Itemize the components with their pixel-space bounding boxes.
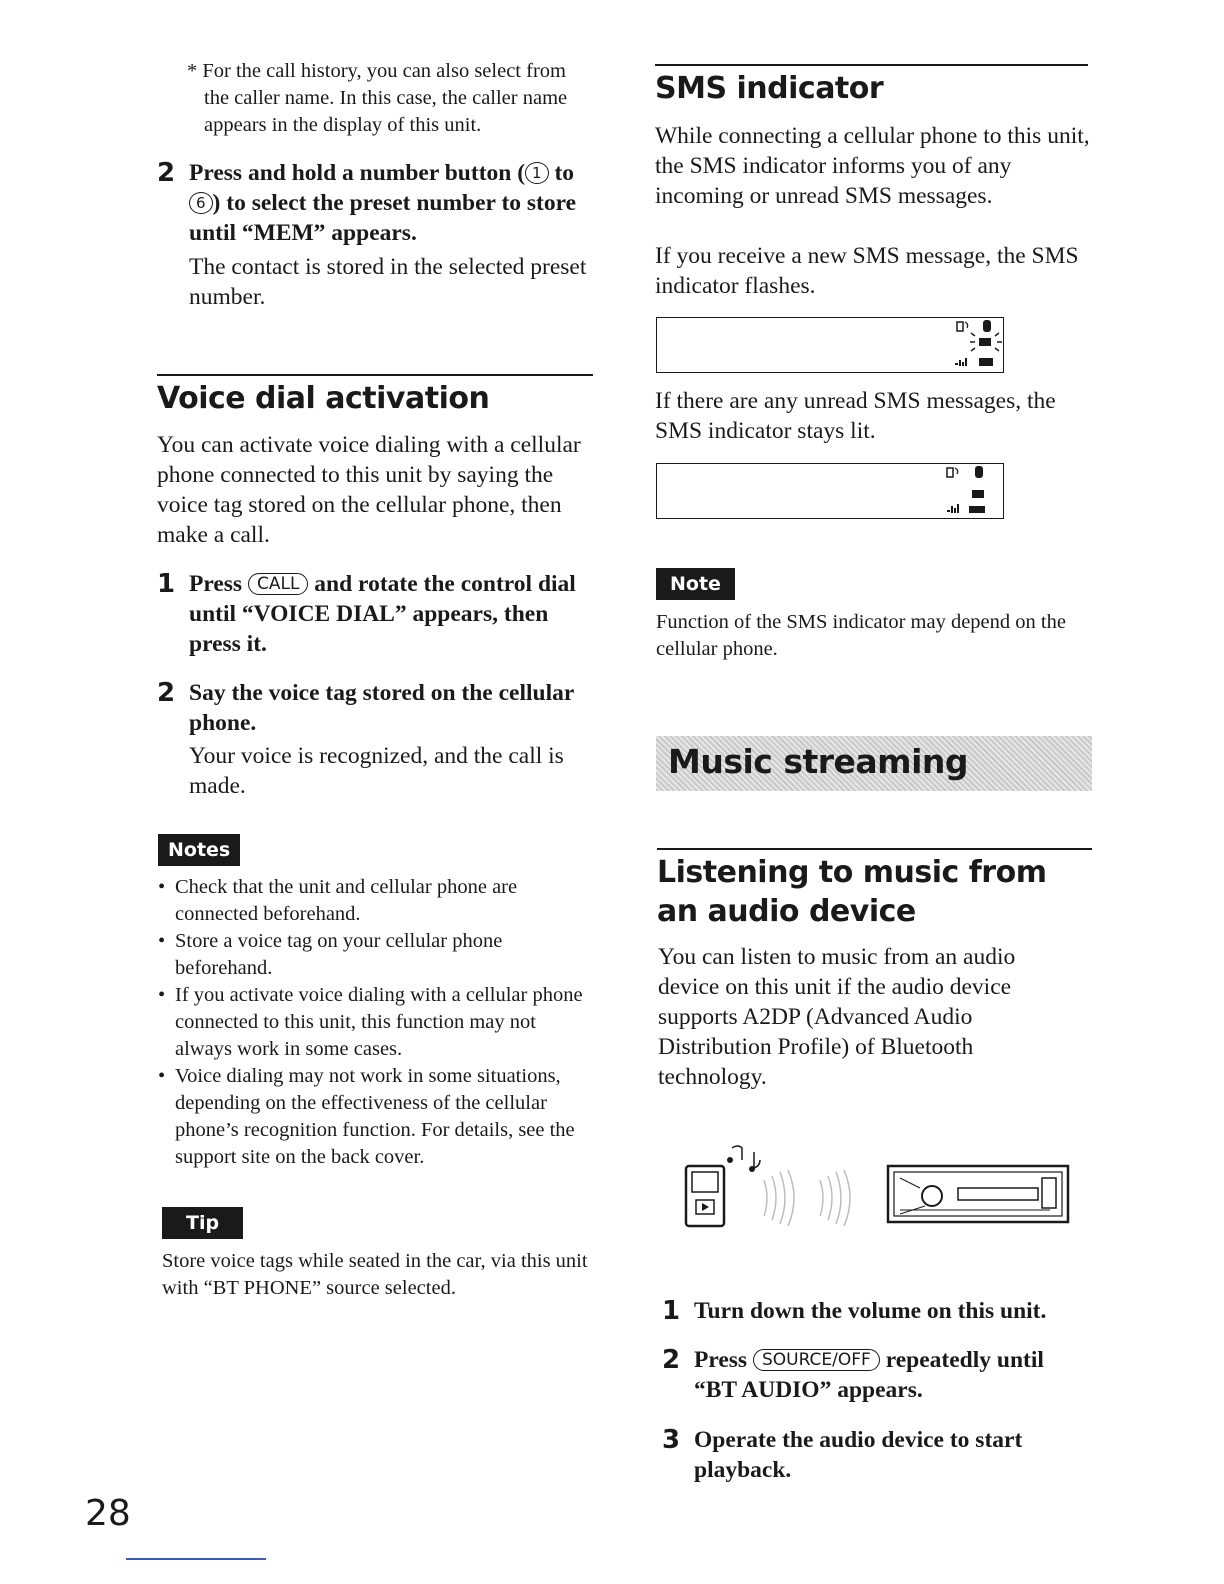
bluetooth-waves-icon <box>764 1170 850 1226</box>
note-block <box>656 568 1096 663</box>
sms-title: SMS indicator <box>655 71 884 106</box>
audio-device-illustration <box>680 1138 1080 1238</box>
step-body: Your voice is recognized, and the call is made. <box>189 743 564 799</box>
music-step-1 <box>662 1296 1092 1326</box>
list-item: • Voice dialing may not work in some situations, depending on the effectiveness of the cellular phone’s recognition function. For details, see the support site on the back cover. <box>158 1063 598 1171</box>
step-head-a: Press <box>694 1347 748 1373</box>
banner-title: Music streaming <box>668 742 968 781</box>
voice-dial-title: Voice dial activation <box>157 381 490 416</box>
step-heading <box>189 569 597 659</box>
step-head-b: repeatedly until “BT AUDIO” appears. <box>694 1347 1044 1403</box>
step-number: 2 <box>157 158 176 188</box>
voice-dial-intro: You can activate voice dialing with a cellular phone connected to this unit by saying the voice tag stored on the cellular phone, then make a call. <box>157 432 581 548</box>
step-body: The contact is stored in the selected preset number. <box>189 254 587 310</box>
sms-intro: While connecting a cellular phone to this unit, the SMS indicator informs you of any incoming or unread SMS messages. <box>655 123 1090 209</box>
notes-list <box>158 874 598 1171</box>
step-number: 1 <box>157 569 176 599</box>
tip-block <box>162 1207 592 1302</box>
tip-text: Store voice tags while seated in the car, via this unit with “BT PHONE” source selected. <box>162 1250 588 1299</box>
call-button-icon: CALL <box>248 573 308 595</box>
listen-title: Listening to music from an audio device <box>657 855 1047 929</box>
preset-head-c: ) to select the preset number to store until “MEM” appears. <box>189 190 577 246</box>
sms-flashing-indicator-icon <box>951 316 1011 376</box>
step-heading: Say the voice tag stored on the cellular phone. <box>189 680 574 736</box>
notes-badge: Notes <box>158 834 240 866</box>
music-step-3 <box>662 1425 1062 1485</box>
sms-lit-indicator-icon <box>945 464 1005 520</box>
sms-new-text: If you receive a new SMS message, the SMS indicator flashes. <box>655 243 1079 299</box>
music-step-2 <box>662 1345 1092 1405</box>
car-stereo-icon <box>888 1166 1068 1222</box>
list-item: • Store a voice tag on your cellular phone beforehand. <box>158 928 598 982</box>
step-head-a: Press <box>189 571 243 597</box>
step-head-b: and rotate the control dial until “VOICE DIAL” appears, then press it. <box>189 571 576 657</box>
preset-head-b: to <box>554 160 575 186</box>
step-number: 2 <box>662 1345 681 1375</box>
step-heading <box>694 1345 1092 1405</box>
step-number: 2 <box>157 678 176 708</box>
key-1-icon: 1 <box>525 162 549 184</box>
sms-unread-text: If there are any unread SMS messages, the SMS indicator stays lit. <box>655 388 1056 444</box>
step-heading: Operate the audio device to start playback. <box>694 1427 1023 1483</box>
footnote-text: * For the call history, you can also select from the caller name. In this case, the caller name appears in the display of this unit. <box>187 60 568 136</box>
step-heading: Turn down the volume on this unit. <box>694 1298 1047 1324</box>
footnote-block <box>187 58 592 139</box>
step-heading <box>189 158 587 248</box>
source-off-button-icon: SOURCE/OFF <box>753 1349 880 1371</box>
key-6-icon: 6 <box>189 192 213 214</box>
note-badge: Note <box>656 568 735 600</box>
music-note-icon <box>727 1146 760 1172</box>
list-item: • Check that the unit and cellular phone are connected beforehand. <box>158 874 598 928</box>
note-text: Function of the SMS indicator may depend on the cellular phone. <box>656 611 1066 660</box>
notes-block <box>158 834 598 1171</box>
list-item: • If you activate voice dialing with a cellular phone connected to this unit, this function may not always work in some cases. <box>158 982 598 1063</box>
voice-dial-rule <box>157 374 593 376</box>
audio-player-icon <box>686 1166 724 1226</box>
listen-rule <box>657 848 1092 850</box>
lcd-display-lit <box>656 463 1004 519</box>
voice-step-1 <box>157 569 597 659</box>
sms-rule <box>655 64 1088 66</box>
tip-badge: Tip <box>162 1207 243 1239</box>
listen-intro: You can listen to music from an audio device on this unit if the audio device supports A2DP (Advanced Audio Distribution Profile) of Bluetooth technology. <box>658 944 1016 1090</box>
preset-head-a: Press and hold a number button ( <box>189 160 526 186</box>
voice-step-2 <box>157 678 587 801</box>
lcd-display-flashing <box>656 317 1004 373</box>
step-number: 1 <box>662 1296 681 1326</box>
step-number: 3 <box>662 1425 681 1455</box>
preset-step <box>157 158 587 312</box>
bottom-line <box>126 1558 266 1560</box>
page-number: 28 <box>85 1493 131 1534</box>
music-streaming-banner <box>656 736 1092 791</box>
